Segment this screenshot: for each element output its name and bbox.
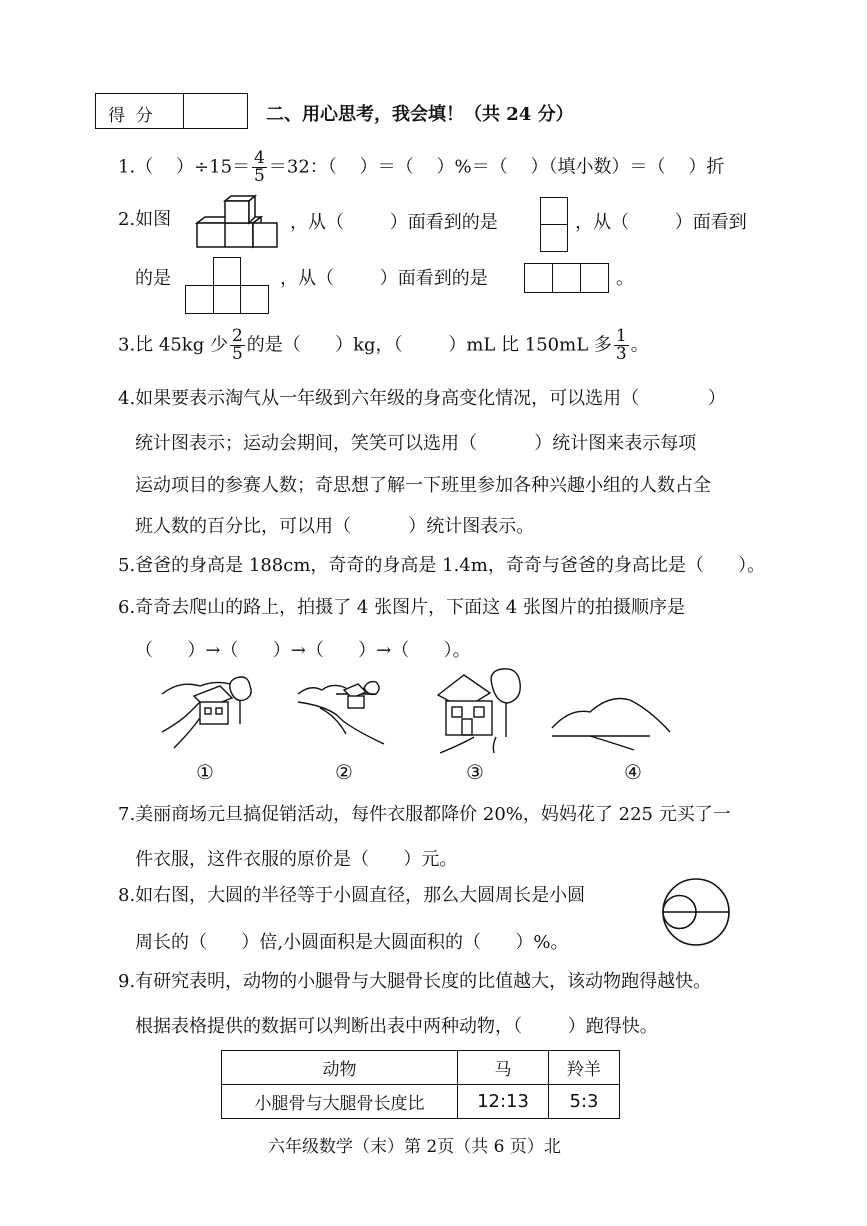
question-7-line-2: 件衣服，这件衣服的原价是（ ）元。: [135, 849, 458, 870]
question-2-text-d: 的是: [135, 268, 171, 289]
question-2-text-f: 。: [616, 268, 634, 289]
page-footer: 六年级数学（末）第 2页（共 6 页）北: [268, 1137, 561, 1157]
question-9-line-2: 根据表格提供的数据可以判断出表中两种动物，（ ）跑得快。: [135, 1016, 658, 1037]
picture-2-house-far: [296, 676, 391, 746]
question-2-text-c: ，从（ ）面看到: [575, 212, 747, 233]
question-9-line-1: 9.有研究表明，动物的小腿骨与大腿骨长度的比值越大，该动物跑得越快。: [118, 971, 712, 992]
question-4-line-4: 班人数的百分比，可以用（ ）统计图表示。: [135, 516, 535, 537]
section-title: 二、用心思考，我会填！（共 24 分）: [266, 104, 574, 125]
picture-1-house-near: [160, 672, 255, 750]
table-value-antelope: 5:3: [549, 1085, 620, 1119]
question-4-line-3: 运动项目的参赛人数；奇思想了解一下班里参加各种兴趣小组的人数占全: [135, 475, 711, 496]
table-header-horse: 马: [458, 1051, 549, 1085]
question-2-text-b: ，从（ ）面看到的是: [290, 212, 498, 233]
picture-2-label: ②: [335, 760, 353, 784]
picture-4-label: ④: [624, 760, 642, 784]
view-row-cell-3: [580, 263, 609, 293]
table-header-antelope: 羚羊: [549, 1051, 620, 1085]
fraction-2-5: $\frac{2}{5}$: [231, 326, 243, 364]
question-2-text-e: ，从（ ）面看到的是: [280, 268, 488, 289]
question-8-line-2: 周长的（ ）倍,小圆面积是大圆面积的（ ）%。: [135, 932, 569, 953]
table-value-horse: 12:13: [458, 1085, 549, 1119]
view-bottom-cell-3: [240, 285, 269, 314]
picture-3-house-close: [434, 665, 524, 755]
question-6-line-2: （ ）→（ ）→（ ）→（ ）。: [135, 640, 471, 661]
picture-3-label: ③: [466, 760, 484, 784]
cube-figure: [195, 193, 279, 251]
question-3: 3.比 45kg 少 $\frac{2}{5}$ 的是（ ）kg，（ ）mL 比 150mL 多 $\frac{1}{3}$ 。: [118, 326, 649, 364]
view-vertical-bottom: [540, 224, 568, 252]
question-1: 1.（ ）÷15＝ $\frac{4}{5}$ ＝32：（ ）＝（ ）%＝（ ）（填小数）＝（ ）折: [118, 148, 725, 186]
question-7-line-1: 7.美丽商场元旦搞促销活动，每件衣服都降价 20%，妈妈花了 225 元买了一: [118, 804, 731, 825]
view-vertical-top: [540, 197, 568, 225]
score-box-divider: [183, 93, 184, 129]
question-5: 5.爸爸的身高是 188cm，奇奇的身高是 1.4m，奇奇与爸爸的身高比是（ ）。: [118, 555, 766, 576]
table-row: [222, 1085, 620, 1119]
question-8-line-1: 8.如右图，大圆的半径等于小圆直径，那么大圆周长是小圆: [118, 885, 586, 906]
score-label: 得 分: [108, 106, 153, 126]
picture-4-mountains: [550, 690, 675, 752]
table-header-row: [222, 1051, 620, 1085]
view-top-cell: [213, 257, 241, 286]
fraction-1-3: $\frac{1}{3}$: [615, 326, 627, 364]
circles-figure: [660, 876, 732, 948]
view-bottom-cell-2: [213, 285, 241, 314]
view-row-cell-2: [552, 263, 581, 293]
question-2-line-1: 2.如图: [118, 209, 172, 230]
picture-1-label: ①: [196, 760, 214, 784]
fraction-4-5: $\frac{4}{5}$: [254, 148, 265, 186]
table-header-animal: 动物: [222, 1051, 458, 1085]
question-4-line-2: 统计图表示；运动会期间，笑笑可以选用（ ）统计图来表示每项: [135, 433, 697, 454]
view-row-cell-1: [524, 263, 553, 293]
question-4-line-1: 4.如果要表示淘气从一年级到六年级的身高变化情况，可以选用（ ）: [118, 388, 726, 409]
table-row-label: 小腿骨与大腿骨长度比: [222, 1085, 458, 1119]
view-bottom-cell-1: [185, 285, 214, 314]
question-6-line-1: 6.奇奇去爬山的路上，拍摄了 4 张图片，下面这 4 张图片的拍摄顺序是: [118, 597, 685, 618]
data-table: [221, 1050, 620, 1119]
